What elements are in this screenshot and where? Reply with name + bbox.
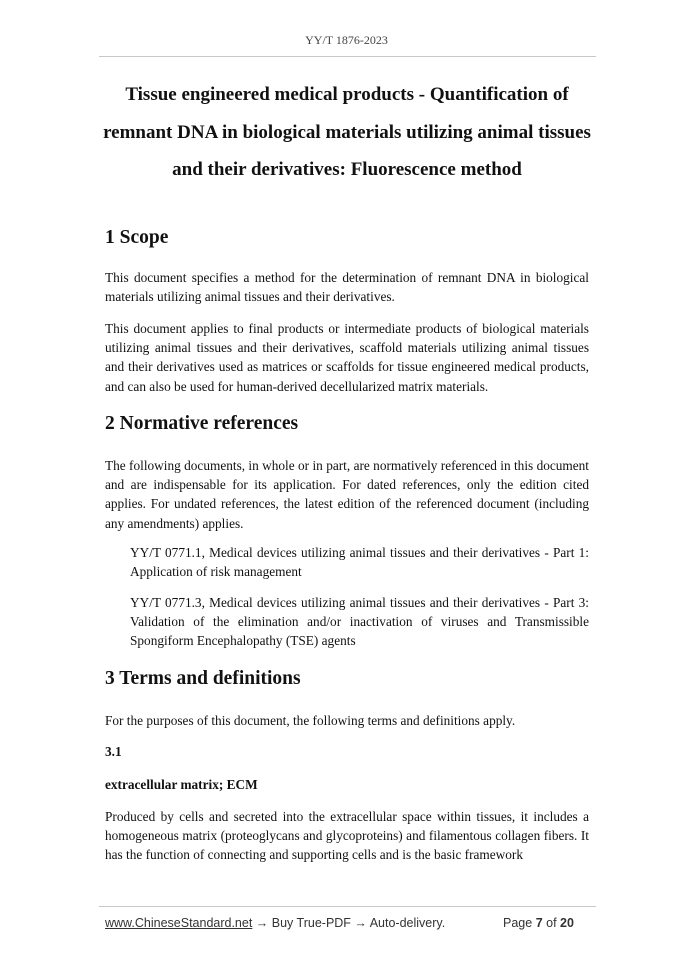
scope-paragraph-2: This document applies to final products or intermediate products of biological materials utilizing animal tissues and their derivatives, scaffold materials utilizing animal tissues and their derivatives used as matrices or scaffolds for tissue engineered medical products, and can also be used for human-derived decellularized matrix materials. [105, 321, 589, 394]
section-heading-terms: 3 Terms and definitions [105, 668, 301, 689]
terms-intro-paragraph: For the purposes of this document, the following terms and definitions apply. [105, 713, 516, 728]
term-number: 3.1 [105, 744, 122, 759]
page-indicator [503, 916, 574, 930]
title-line-2: remnant DNA in biological materials utilizing animal tissues [103, 121, 591, 143]
header-divider [99, 56, 596, 57]
website-link[interactable]: www.ChineseStandard.net [105, 916, 253, 930]
page-total: 20 [560, 916, 574, 930]
normative-paragraph: The following documents, in whole or in part, are normatively referenced in this document and are indispensable for its application. For dated references, only the edition cited applies. For undated references, the latest edition of the referenced document (including any amendments) applies. [105, 458, 589, 531]
page-label: Page [503, 916, 533, 930]
term-name: extracellular matrix; ECM [105, 777, 258, 792]
document-code-header: YY/T 1876-2023 [305, 33, 388, 47]
page-number: 7 [535, 916, 543, 930]
footer-promo [105, 916, 445, 930]
reference-item-2: YY/T 0771.3, Medical devices utilizing animal tissues and their derivatives - Part 3: Validation of the elimination and/or inactivation of viruses and Transmissible Spongiform Encephalopathy (TSE) agents [130, 595, 589, 649]
term-definition: Produced by cells and secreted into the extracellular space within tissues, it includes a homogeneous matrix (proteoglycans and glycoproteins) and filamentous collagen fibers. It has the function of connecting and supporting cells and is the basic framework [105, 809, 589, 863]
title-line-1: Tissue engineered medical products - Quantification of [125, 84, 569, 105]
footer-divider [99, 906, 596, 907]
section-heading-normative-references: 2 Normative references [105, 413, 299, 434]
reference-item-1: YY/T 0771.1, Medical devices utilizing animal tissues and their derivatives - Part 1: Application of risk management [130, 545, 589, 580]
section-heading-scope: 1 Scope [105, 227, 169, 248]
title-line-3: and their derivatives: Fluorescence method [172, 159, 522, 180]
footer-promo-text: → Buy True-PDF → Auto-delivery. [252, 916, 446, 930]
of-label: of [546, 916, 557, 930]
document-title [100, 76, 594, 189]
scope-paragraph-1: This document specifies a method for the determination of remnant DNA in biological materials utilizing animal tissues and their derivatives. [105, 270, 589, 305]
